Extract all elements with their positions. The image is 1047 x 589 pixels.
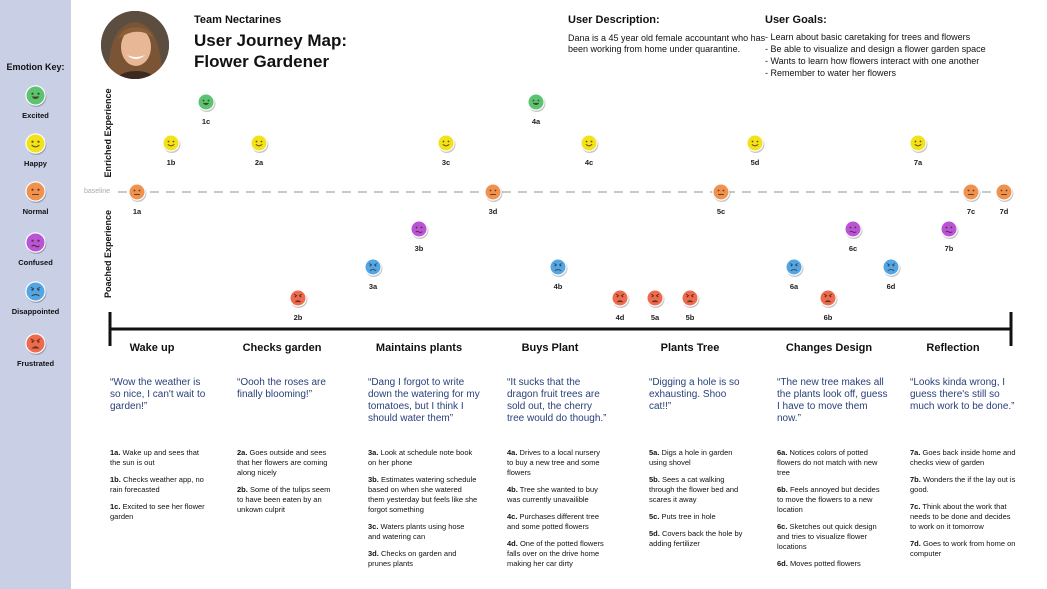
emotion-key-label: Excited	[22, 111, 49, 120]
stage-quote: “Oooh the roses are finally blooming!”	[237, 377, 326, 400]
confused-face-icon	[410, 220, 428, 239]
stage-notes	[368, 448, 479, 576]
happy-face-icon	[250, 134, 268, 153]
stage-note-id: 2b.	[237, 485, 248, 494]
stage-note-text: Sketches out quick design and tries to visualize flower locations	[777, 522, 877, 551]
stage-quote: “Dang I forgot to write down the watering for my tomatoes, but I think I should water them”	[368, 377, 480, 424]
disappointed-face-icon	[882, 258, 900, 277]
normal-face-icon	[712, 183, 730, 202]
user-goal-item: - Be able to visualize and design a flower garden space	[765, 44, 986, 54]
stage-note-item	[507, 448, 608, 478]
stage-note-item	[649, 512, 745, 522]
stage-note-text: Notices colors of potted flowers do not match with new tree	[777, 448, 878, 477]
happy-face-icon	[909, 134, 927, 153]
stage-note-text: Look at schedule note book on her phone	[368, 448, 473, 467]
excited-face-icon	[527, 93, 545, 112]
frustrated-face-icon	[819, 289, 837, 308]
happy-face-icon	[746, 134, 764, 153]
point-label: 6a	[789, 282, 799, 291]
stage-note-item	[649, 475, 745, 505]
stage-note-text: Goes to work from home on computer	[910, 539, 1016, 558]
stage-note-item	[368, 475, 479, 515]
frustrated-face-icon	[681, 289, 699, 308]
user-goal-item: - Wants to learn how flowers interact with one another	[765, 56, 980, 66]
stage-note-item	[507, 512, 608, 532]
stage-note-item	[777, 448, 885, 478]
stage-title: Maintains plants	[375, 342, 463, 354]
point-label: 6c	[848, 244, 858, 253]
stage-note-text: Covers back the hole by adding fertilizer	[649, 529, 743, 548]
stage-note-id: 5c.	[649, 512, 660, 521]
stage-note-id: 7b.	[910, 475, 921, 484]
stage-note-text: Checks on garden and prunes plants	[368, 549, 457, 568]
stage-note-text: Wonders the if the lay out is good.	[910, 475, 1016, 494]
happy-face-icon	[580, 134, 598, 153]
stage-title: Reflection	[926, 342, 980, 354]
page-title-line1: User Journey Map:	[194, 31, 348, 50]
stage-note-text: Purchases different tree and some potted flowers	[507, 512, 600, 531]
stage-note-id: 4a.	[507, 448, 518, 457]
point-label: 6d	[886, 282, 896, 291]
stage-note-text: Drives to a local nursery to buy a new tree and some flowers	[507, 448, 600, 477]
stage-note-text: Estimates watering schedule based on when she watered them yesterday but feels like she forgot something	[368, 475, 478, 514]
stage-quote: “Wow the weather is so nice, I can't wait to garden!”	[110, 377, 206, 412]
user-description-text: Dana is a 45 year old female accountant who has been working from home under quarantine.	[568, 33, 766, 54]
stage-note-id: 4b.	[507, 485, 518, 494]
stage-note-id: 2a.	[237, 448, 248, 457]
stage-note-id: 3a.	[368, 448, 379, 457]
stage-note-text: One of the potted flowers falls over on the drive home making her car dirty	[507, 539, 604, 568]
axis-label-enriched: Enriched Experience	[103, 88, 113, 178]
stage-note-text: Tree she wanted to buy was currently unavailible	[507, 485, 598, 504]
happy-face-icon	[437, 134, 455, 153]
point-label: 7c	[966, 207, 976, 216]
user-description-title: User Description:	[568, 14, 660, 26]
normal-face-icon	[128, 183, 146, 202]
team-name: Team Nectarines	[194, 14, 282, 26]
stage-note-id: 7d.	[910, 539, 921, 548]
stage-note-item	[368, 549, 479, 569]
disappointed-face-icon	[364, 258, 382, 277]
stage-note-id: 3b.	[368, 475, 379, 484]
stage-notes	[237, 448, 336, 522]
stage-note-item	[910, 448, 1016, 468]
point-label: 3c	[441, 158, 451, 167]
stage-note-item	[110, 475, 208, 495]
point-label: 4d	[615, 313, 625, 322]
emotion-key-title: Emotion Key:	[6, 62, 65, 72]
stage-note-item	[507, 485, 608, 505]
stage-note-item	[110, 502, 208, 522]
stage-note-text: Goes back inside home and checks view of garden	[910, 448, 1016, 467]
normal-face-icon	[962, 183, 980, 202]
stage-note-item	[368, 522, 479, 542]
user-goal-item: - Remember to water her flowers	[765, 68, 897, 78]
stage-title: Wake up	[129, 342, 175, 354]
point-label: 2a	[254, 158, 264, 167]
stage-note-id: 6d.	[777, 559, 788, 568]
emotion-key-label: Frustrated	[16, 359, 55, 368]
stage-note-item	[910, 475, 1016, 495]
confused-face-icon	[940, 220, 958, 239]
stage-note-id: 5d.	[649, 529, 660, 538]
point-label: 7a	[913, 158, 923, 167]
stage-note-text: Feels annoyed but decides to move the flowers to a new location	[777, 485, 880, 514]
frustrated-face-icon	[646, 289, 664, 308]
excited-face-icon	[197, 93, 215, 112]
stage-quote: “Looks kinda wrong, I guess there's still so much work to be done.”	[910, 377, 1015, 412]
stage-note-text: Puts tree in hole	[661, 512, 716, 521]
point-label: 5d	[750, 158, 760, 167]
stage-note-text: Sees a cat walking through the flower bed and scares it away	[649, 475, 739, 504]
frustrated-face-icon	[289, 289, 307, 308]
stage-note-id: 7c.	[910, 502, 921, 511]
stage-quote: “The new tree makes all the plants look off, guess I have to move them now.”	[777, 377, 888, 424]
stage-note-id: 6b.	[777, 485, 788, 494]
stage-note-text: Waters plants using hose and watering can	[368, 522, 465, 541]
stage-note-text: Checks weather app, no rain forecasted	[110, 475, 204, 494]
stage-title: Buys Plant	[521, 342, 579, 354]
confused-face-icon	[844, 220, 862, 239]
stage-note-item	[910, 502, 1016, 532]
emotion-key-label: Happy	[24, 159, 47, 168]
point-label: 5a	[650, 313, 660, 322]
stage-note-id: 7a.	[910, 448, 921, 457]
stage-note-id: 4d.	[507, 539, 518, 548]
stage-note-item	[649, 448, 745, 468]
stage-note-id: 1a.	[110, 448, 121, 457]
stage-note-item	[777, 485, 885, 515]
stage-note-item	[507, 539, 608, 569]
user-goals-title: User Goals:	[765, 14, 827, 26]
point-label: 5b	[685, 313, 695, 322]
stage-note-id: 6c.	[777, 522, 788, 531]
point-label: 2b	[293, 313, 303, 322]
stage-note-id: 4c.	[507, 512, 518, 521]
point-label: 3b	[414, 244, 424, 253]
point-label: 4b	[553, 282, 563, 291]
stage-note-id: 3c.	[368, 522, 379, 531]
stage-note-text: Digs a hole in garden using shovel	[649, 448, 733, 467]
normal-face-icon	[995, 183, 1013, 202]
point-label: 4a	[531, 117, 541, 126]
stage-note-item	[368, 448, 479, 468]
baseline-label: baseline	[84, 188, 111, 195]
disappointed-face-icon	[785, 258, 803, 277]
point-label: 3d	[488, 207, 498, 216]
stage-note-id: 5b.	[649, 475, 660, 484]
stage-note-item	[237, 485, 336, 515]
stage-note-item	[910, 539, 1016, 559]
stage-note-id: 6a.	[777, 448, 788, 457]
stage-note-item	[237, 448, 336, 478]
stage-note-text: Some of the tulips seem to have been eaten by an unkown culprit	[237, 485, 331, 514]
stage-quote: “Digging a hole is so exhausting. Shoo cat!!”	[649, 377, 740, 412]
stage-note-item	[777, 559, 885, 569]
point-label: 1b	[166, 158, 176, 167]
point-label: 4c	[584, 158, 594, 167]
point-label: 1a	[132, 207, 142, 216]
point-label: 6b	[823, 313, 833, 322]
emotion-key-label: Normal	[22, 207, 49, 216]
emotion-key-label: Confused	[18, 258, 53, 267]
stage-note-id: 1b.	[110, 475, 121, 484]
page-title-line2: Flower Gardener	[194, 52, 330, 71]
stage-note-item	[777, 522, 885, 552]
point-label: 5c	[716, 207, 726, 216]
point-label: 7d	[999, 207, 1009, 216]
emotion-key-label: Disappointed	[11, 307, 60, 316]
point-label: 7b	[944, 244, 954, 253]
stage-note-id: 5a.	[649, 448, 660, 457]
stage-title: Plants Tree	[660, 342, 720, 354]
frustrated-face-icon	[611, 289, 629, 308]
stage-notes	[777, 448, 885, 576]
user-goal-item: - Learn about basic caretaking for trees and flowers	[765, 32, 971, 42]
stage-note-text: Moves potted flowers	[789, 559, 861, 568]
stage-notes	[507, 448, 608, 576]
stage-note-text: Goes outside and sees that her flowers are coming along nicely	[237, 448, 328, 477]
stage-notes	[910, 448, 1016, 566]
point-label: 1c	[201, 117, 211, 126]
stage-note-id: 3d.	[368, 549, 379, 558]
stage-note-text: Think about the work that needs to be done and decides to work on it tomorrow	[910, 502, 1011, 531]
stage-note-item	[110, 448, 208, 468]
stage-notes	[649, 448, 745, 556]
normal-face-icon	[484, 183, 502, 202]
stage-note-item	[649, 529, 745, 549]
axis-label-poached: Poached Experience	[103, 209, 113, 299]
disappointed-face-icon	[549, 258, 567, 277]
happy-face-icon	[162, 134, 180, 153]
stage-title: Changes Design	[785, 342, 873, 354]
stage-note-text: Wake up and sees that the sun is out	[110, 448, 199, 467]
stage-note-text: Excited to see her flower garden	[110, 502, 205, 521]
stage-note-id: 1c.	[110, 502, 121, 511]
stage-notes	[110, 448, 208, 529]
stage-title: Checks garden	[242, 342, 322, 354]
stage-quote: “It sucks that the dragon fruit trees are sold out, the cherry tree would do though.”	[507, 377, 607, 424]
point-label: 3a	[368, 282, 378, 291]
